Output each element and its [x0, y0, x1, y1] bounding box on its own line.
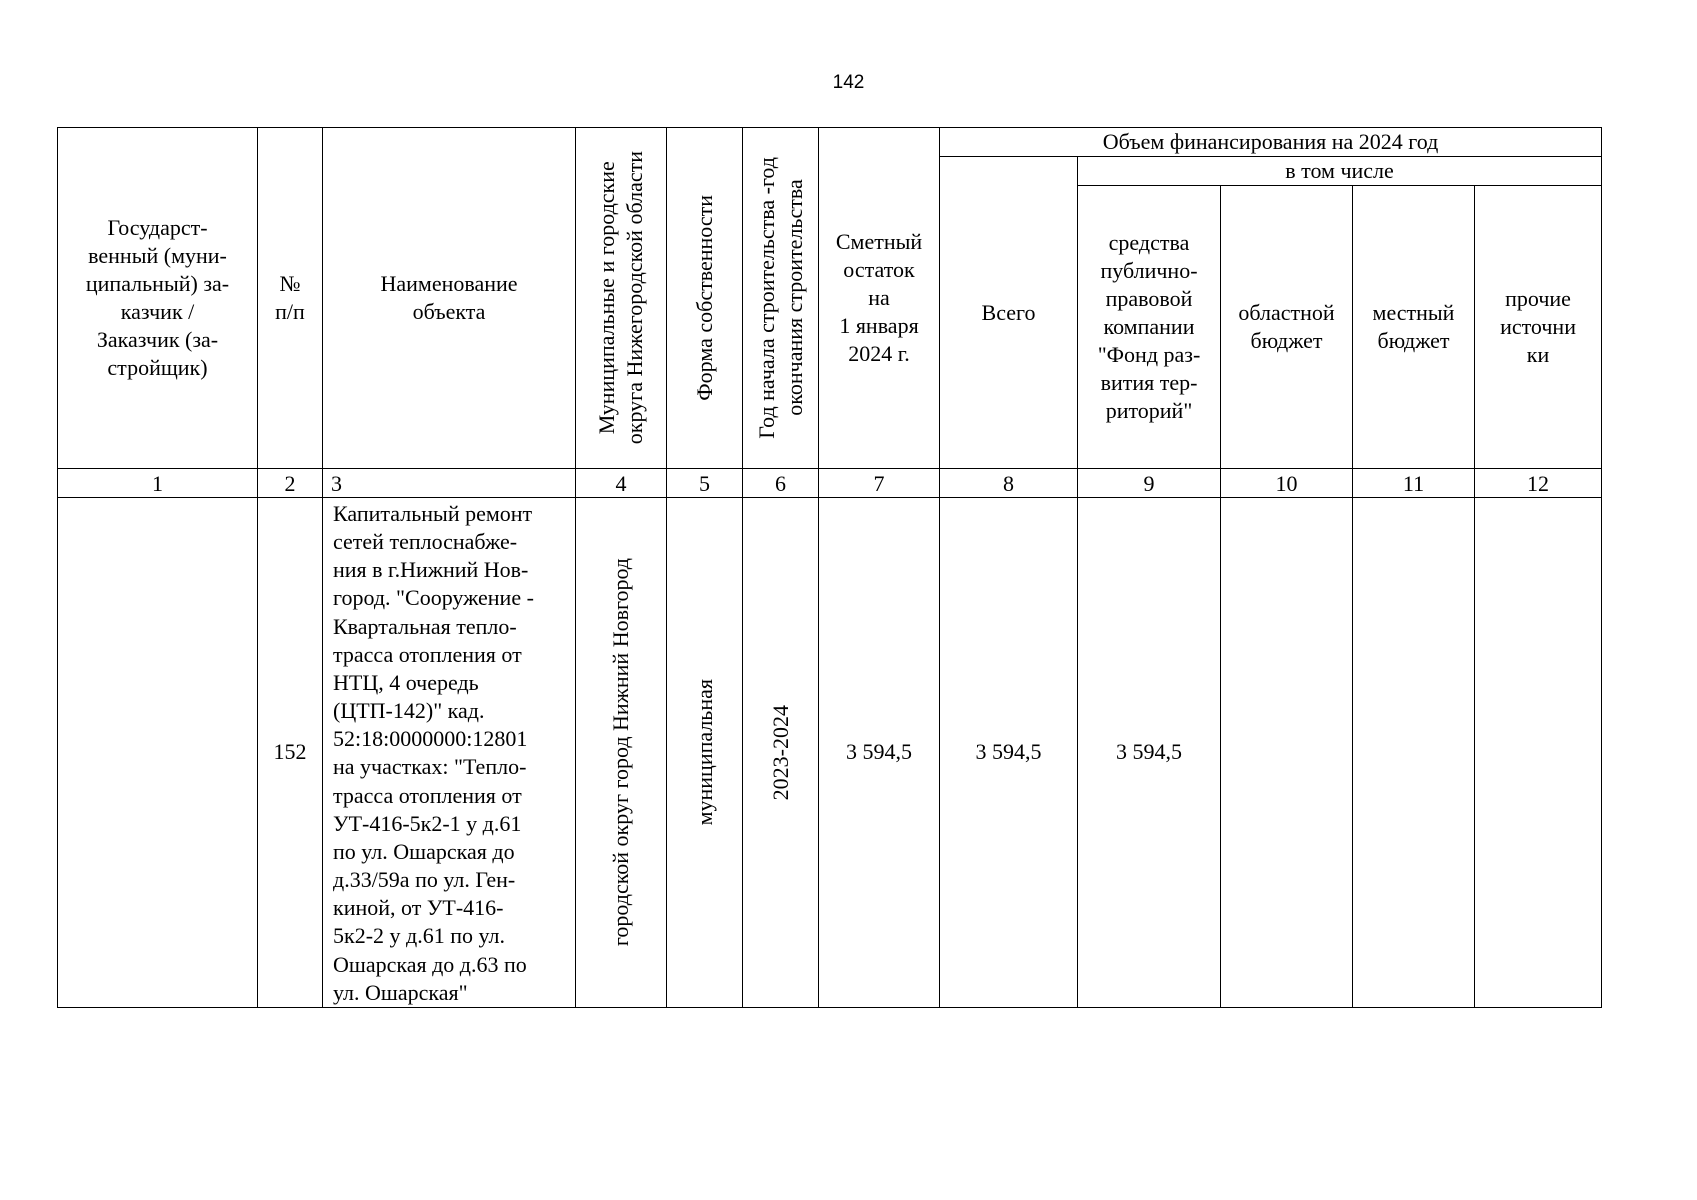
column-number: 10 [1221, 469, 1353, 498]
header-years-cell [743, 128, 819, 469]
header-funding-volume: Объем финансирования на 2024 год [940, 128, 1602, 157]
cell-local-budget [1353, 498, 1475, 1008]
cell-object-name: Капитальный ремонт сетей теплоснабже- ния в г.Нижний Нов- город. "Сооружение - Квартальная тепло- трасса отопления от НТЦ, 4 очередь (ЦТП-142)" кад. 52:18:0000000:12801 на участках: "Тепло- трасса отопления от УТ-416-5к2-1 у д.61 по ул. Ошарская до д.33/59а по ул. Ген- киной, от УТ-416- 5к2-2 у д.61 по ул. Ошарская до д.63 по ул. Ошарская" [323, 498, 576, 1008]
cell-ownership-wrap [667, 498, 743, 1008]
header-other-sources: прочие источни ки [1475, 186, 1602, 469]
cell-total: 3 594,5 [940, 498, 1078, 1008]
financing-table [57, 127, 1602, 1008]
header-including: в том числе [1078, 157, 1602, 186]
header-municipality-cell [576, 128, 667, 469]
header-estimated-balance: Сметный остаток на 1 января 2024 г. [819, 128, 940, 469]
header-row-1 [58, 128, 1602, 157]
cell-index: 152 [258, 498, 323, 1008]
header-regional-budget: областной бюджет [1221, 186, 1353, 469]
table-row [58, 498, 1602, 1008]
cell-estimated-balance: 3 594,5 [819, 498, 940, 1008]
column-number: 12 [1475, 469, 1602, 498]
cell-municipality-wrap [576, 498, 667, 1008]
header-construction-years: Год начала строительства -год окончания строительства [753, 157, 807, 439]
column-number: 6 [743, 469, 819, 498]
column-number: 5 [667, 469, 743, 498]
cell-regional-budget [1221, 498, 1353, 1008]
cell-customer [58, 498, 258, 1008]
header-municipality: Муниципальные и городские округа Нижегородской области [594, 151, 647, 445]
header-object-name: Наименование объекта [323, 128, 576, 469]
page-number: 142 [832, 72, 865, 93]
column-number: 3 [323, 469, 576, 498]
header-customer: Государст- венный (муни- ципальный) за- казчик / Заказчик (за- стройщик) [58, 128, 258, 469]
cell-construction-years: 2023-2024 [767, 704, 793, 801]
column-number: 8 [940, 469, 1078, 498]
column-number: 9 [1078, 469, 1221, 498]
header-local-budget: местный бюджет [1353, 186, 1475, 469]
column-number: 7 [819, 469, 940, 498]
column-numbers-row [58, 469, 1602, 498]
cell-other-sources [1475, 498, 1602, 1008]
cell-municipality: городской округ город Нижний Новгород [608, 558, 634, 947]
column-number: 2 [258, 469, 323, 498]
cell-public-company-fund: 3 594,5 [1078, 498, 1221, 1008]
header-total: Всего [940, 157, 1078, 469]
header-index: № п/п [258, 128, 323, 469]
cell-years-wrap [743, 498, 819, 1008]
header-public-company-fund: средства публично- правовой компании "Фонд раз- вития тер- риторий" [1078, 186, 1221, 469]
column-number: 4 [576, 469, 667, 498]
column-number: 1 [58, 469, 258, 498]
header-ownership-cell [667, 128, 743, 469]
header-ownership-form: Форма собственности [691, 195, 717, 401]
cell-ownership-form: муниципальная [691, 679, 717, 826]
column-number: 11 [1353, 469, 1475, 498]
